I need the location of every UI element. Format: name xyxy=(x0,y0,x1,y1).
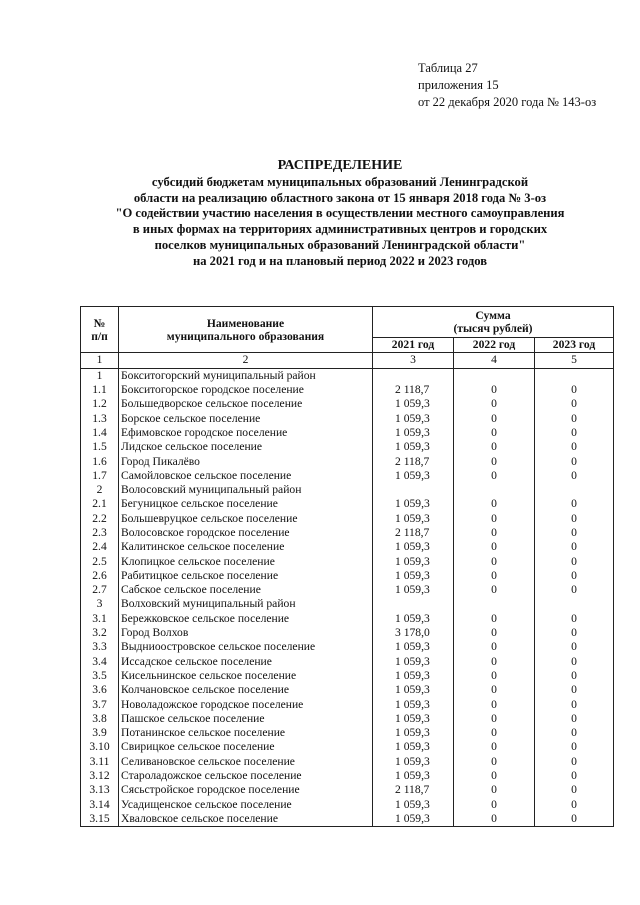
table-row xyxy=(81,540,614,554)
row-number: 3.3 xyxy=(81,640,119,654)
amount-2023: 0 xyxy=(535,640,614,654)
amount-2022: 0 xyxy=(454,440,535,454)
amount-2022: 0 xyxy=(454,512,535,526)
title-line: "О содействии участию населения в осуществлении местного самоуправления xyxy=(115,206,565,221)
table-row xyxy=(81,783,614,797)
amount-2023: 0 xyxy=(535,497,614,511)
table-row xyxy=(81,697,614,711)
title-line: поселков муниципальных образований Ленинградской области" xyxy=(154,237,526,252)
amount-2022: 0 xyxy=(454,626,535,640)
municipality-name: Бегуницкое сельское поселение xyxy=(119,497,373,511)
row-number: 3.9 xyxy=(81,726,119,740)
amount-2023: 0 xyxy=(535,683,614,697)
appendix-annex-number: приложения 15 xyxy=(418,78,499,92)
amount-2023: 0 xyxy=(535,798,614,812)
amount-2023: 0 xyxy=(535,512,614,526)
table-row xyxy=(81,383,614,397)
amount-2022: 0 xyxy=(454,411,535,425)
row-number: 2.2 xyxy=(81,512,119,526)
amount-2022: 0 xyxy=(454,469,535,483)
amount-2023: 0 xyxy=(535,554,614,568)
amount-2023: 0 xyxy=(535,469,614,483)
amount-2022: 0 xyxy=(454,783,535,797)
row-number: 1.3 xyxy=(81,411,119,425)
table-row xyxy=(81,740,614,754)
header-sum-label: Сумма (тысяч рублей) xyxy=(453,309,533,335)
appendix-reference xyxy=(418,60,596,111)
amount-2023: 0 xyxy=(535,426,614,440)
amount-2021: 1 059,3 xyxy=(373,612,454,626)
amount-2022: 0 xyxy=(454,612,535,626)
amount-2021: 1 059,3 xyxy=(373,769,454,783)
title-line: в иных формах на территориях административных центров и городских xyxy=(132,222,548,237)
row-number: 3.5 xyxy=(81,669,119,683)
row-number: 3.10 xyxy=(81,740,119,754)
municipality-name: Лидское сельское поселение xyxy=(119,440,373,454)
municipality-name: Пашское сельское поселение xyxy=(119,712,373,726)
table-row xyxy=(81,512,614,526)
row-number: 2 xyxy=(81,483,119,497)
municipality-name: Волховский муниципальный район xyxy=(119,597,373,611)
amount-2021: 1 059,3 xyxy=(373,583,454,597)
municipality-name: Большевруцкое сельское поселение xyxy=(119,512,373,526)
amount-2021: 2 118,7 xyxy=(373,526,454,540)
amount-2022: 0 xyxy=(454,769,535,783)
header-year-2023: 2023 год xyxy=(535,338,614,353)
municipality-name: Новоладожское городское поселение xyxy=(119,697,373,711)
row-number: 3.2 xyxy=(81,626,119,640)
row-number: 2.7 xyxy=(81,583,119,597)
amount-2023: 0 xyxy=(535,540,614,554)
amount-2022: 0 xyxy=(454,497,535,511)
amount-2023: 0 xyxy=(535,812,614,827)
municipality-name: Волосовский муниципальный район xyxy=(119,483,373,497)
municipality-name: Большедворское сельское поселение xyxy=(119,397,373,411)
municipality-name: Потанинское сельское поселение xyxy=(119,726,373,740)
row-number: 2.6 xyxy=(81,569,119,583)
amount-2023: 0 xyxy=(535,669,614,683)
amount-2021: 1 059,3 xyxy=(373,726,454,740)
header-number-label: № п/п xyxy=(91,316,108,343)
table-row xyxy=(81,683,614,697)
row-number: 1.6 xyxy=(81,454,119,468)
row-number: 3 xyxy=(81,597,119,611)
amount-2022: 0 xyxy=(454,798,535,812)
amount-2023: 0 xyxy=(535,712,614,726)
amount-2021: 1 059,3 xyxy=(373,697,454,711)
amount-2022 xyxy=(454,597,535,611)
municipality-name: Свирицкое сельское поселение xyxy=(119,740,373,754)
amount-2022: 0 xyxy=(454,726,535,740)
row-number: 3.13 xyxy=(81,783,119,797)
row-number: 3.14 xyxy=(81,798,119,812)
title-line: субсидий бюджетам муниципальных образований Ленинградской xyxy=(151,174,529,189)
header-name-label: Наименование муниципального образования xyxy=(166,316,325,343)
table-row xyxy=(81,597,614,611)
table-row xyxy=(81,769,614,783)
municipality-name: Иссадское сельское поселение xyxy=(119,655,373,669)
municipality-name: Кисельнинское сельское поселение xyxy=(119,669,373,683)
municipality-name: Волосовское городское поселение xyxy=(119,526,373,540)
row-number: 1.4 xyxy=(81,426,119,440)
amount-2023: 0 xyxy=(535,526,614,540)
amount-2021: 1 059,3 xyxy=(373,411,454,425)
amount-2021 xyxy=(373,597,454,611)
municipality-name: Усадищенское сельское поселение xyxy=(119,798,373,812)
table-row xyxy=(81,483,614,497)
amount-2022: 0 xyxy=(454,397,535,411)
column-number: 5 xyxy=(535,353,614,368)
column-number: 3 xyxy=(373,353,454,368)
amount-2021: 1 059,3 xyxy=(373,812,454,827)
municipality-name: Бокситогорский муниципальный район xyxy=(119,368,373,383)
appendix-table-number: Таблица 27 xyxy=(418,61,478,75)
row-number: 3.8 xyxy=(81,712,119,726)
column-number: 4 xyxy=(454,353,535,368)
amount-2021: 3 178,0 xyxy=(373,626,454,640)
municipality-name: Сясьстройское городское поселение xyxy=(119,783,373,797)
table-row xyxy=(81,411,614,425)
title-line: области на реализацию областного закона от 15 января 2018 года № 3-оз xyxy=(133,190,547,205)
amount-2021: 1 059,3 xyxy=(373,569,454,583)
municipality-name: Выдниоостровское сельское поселение xyxy=(119,640,373,654)
amount-2021: 1 059,3 xyxy=(373,469,454,483)
row-number: 3.6 xyxy=(81,683,119,697)
header-year-2022: 2022 год xyxy=(454,338,535,353)
amount-2023 xyxy=(535,483,614,497)
municipality-name: Староладожское сельское поселение xyxy=(119,769,373,783)
table-row xyxy=(81,583,614,597)
amount-2021: 1 059,3 xyxy=(373,497,454,511)
row-number: 1.7 xyxy=(81,469,119,483)
subsidy-table xyxy=(80,306,614,827)
document-title xyxy=(60,158,620,270)
row-number: 3.7 xyxy=(81,697,119,711)
amount-2022: 0 xyxy=(454,683,535,697)
header-year-2021: 2021 год xyxy=(373,338,454,353)
table-row xyxy=(81,469,614,483)
table-row xyxy=(81,569,614,583)
municipality-name: Селивановское сельское поселение xyxy=(119,755,373,769)
amount-2022: 0 xyxy=(454,669,535,683)
amount-2021: 1 059,3 xyxy=(373,640,454,654)
table-row xyxy=(81,712,614,726)
amount-2023: 0 xyxy=(535,783,614,797)
amount-2021: 1 059,3 xyxy=(373,683,454,697)
amount-2021: 1 059,3 xyxy=(373,755,454,769)
table-row xyxy=(81,454,614,468)
row-number: 3.4 xyxy=(81,655,119,669)
amount-2023 xyxy=(535,597,614,611)
amount-2023: 0 xyxy=(535,655,614,669)
amount-2022: 0 xyxy=(454,454,535,468)
amount-2023: 0 xyxy=(535,397,614,411)
amount-2021: 2 118,7 xyxy=(373,454,454,468)
table-row xyxy=(81,368,614,383)
amount-2023: 0 xyxy=(535,740,614,754)
amount-2023: 0 xyxy=(535,569,614,583)
amount-2023: 0 xyxy=(535,769,614,783)
table-row xyxy=(81,798,614,812)
appendix-law-date: от 22 декабря 2020 года № 143-оз xyxy=(418,95,597,109)
amount-2021: 1 059,3 xyxy=(373,669,454,683)
amount-2022: 0 xyxy=(454,383,535,397)
row-number: 3.15 xyxy=(81,812,119,827)
amount-2021: 2 118,7 xyxy=(373,783,454,797)
row-number: 1.2 xyxy=(81,397,119,411)
amount-2021: 1 059,3 xyxy=(373,798,454,812)
row-number: 3.11 xyxy=(81,755,119,769)
amount-2021: 1 059,3 xyxy=(373,655,454,669)
amount-2023: 0 xyxy=(535,626,614,640)
amount-2022: 0 xyxy=(454,755,535,769)
municipality-name: Самойловское сельское поселение xyxy=(119,469,373,483)
amount-2022: 0 xyxy=(454,554,535,568)
amount-2022: 0 xyxy=(454,526,535,540)
municipality-name: Сабское сельское поселение xyxy=(119,583,373,597)
amount-2022 xyxy=(454,483,535,497)
row-number: 2.5 xyxy=(81,554,119,568)
municipality-name: Борское сельское поселение xyxy=(119,411,373,425)
row-number: 3.12 xyxy=(81,769,119,783)
amount-2021: 1 059,3 xyxy=(373,554,454,568)
amount-2023 xyxy=(535,368,614,383)
row-number: 3.1 xyxy=(81,612,119,626)
amount-2023: 0 xyxy=(535,726,614,740)
municipality-name: Рабитицкое сельское поселение xyxy=(119,569,373,583)
amount-2021: 1 059,3 xyxy=(373,397,454,411)
amount-2022: 0 xyxy=(454,426,535,440)
municipality-name: Город Пикалёво xyxy=(119,454,373,468)
amount-2021: 1 059,3 xyxy=(373,426,454,440)
amount-2023: 0 xyxy=(535,612,614,626)
row-number: 2.1 xyxy=(81,497,119,511)
amount-2021: 1 059,3 xyxy=(373,512,454,526)
amount-2023: 0 xyxy=(535,755,614,769)
table-row xyxy=(81,426,614,440)
municipality-name: Бережковское сельское поселение xyxy=(119,612,373,626)
table-row xyxy=(81,554,614,568)
column-number: 1 xyxy=(81,353,119,368)
municipality-name: Калитинское сельское поселение xyxy=(119,540,373,554)
municipality-name: Ефимовское городское поселение xyxy=(119,426,373,440)
amount-2022 xyxy=(454,368,535,383)
amount-2021: 2 118,7 xyxy=(373,383,454,397)
table-row xyxy=(81,526,614,540)
row-number: 2.3 xyxy=(81,526,119,540)
table-body xyxy=(81,368,614,827)
amount-2022: 0 xyxy=(454,569,535,583)
amount-2021: 1 059,3 xyxy=(373,440,454,454)
amount-2022: 0 xyxy=(454,697,535,711)
amount-2023: 0 xyxy=(535,454,614,468)
title-heading: РАСПРЕДЕЛЕНИЕ xyxy=(277,158,403,173)
amount-2022: 0 xyxy=(454,712,535,726)
table-row xyxy=(81,640,614,654)
table-row xyxy=(81,726,614,740)
table-row xyxy=(81,812,614,827)
amount-2021 xyxy=(373,483,454,497)
amount-2022: 0 xyxy=(454,740,535,754)
row-number: 1.5 xyxy=(81,440,119,454)
amount-2021: 1 059,3 xyxy=(373,712,454,726)
municipality-name: Бокситогорское городское поселение xyxy=(119,383,373,397)
table-row xyxy=(81,755,614,769)
table-row xyxy=(81,440,614,454)
amount-2022: 0 xyxy=(454,583,535,597)
table-row xyxy=(81,669,614,683)
amount-2023: 0 xyxy=(535,411,614,425)
amount-2023: 0 xyxy=(535,383,614,397)
municipality-name: Клопицкое сельское поселение xyxy=(119,554,373,568)
table-row xyxy=(81,655,614,669)
amount-2022: 0 xyxy=(454,812,535,827)
amount-2022: 0 xyxy=(454,540,535,554)
amount-2023: 0 xyxy=(535,440,614,454)
header-number xyxy=(81,307,119,353)
amount-2021: 1 059,3 xyxy=(373,740,454,754)
column-number: 2 xyxy=(119,353,373,368)
row-number: 2.4 xyxy=(81,540,119,554)
amount-2023: 0 xyxy=(535,697,614,711)
amount-2021 xyxy=(373,368,454,383)
table-row xyxy=(81,397,614,411)
amount-2023: 0 xyxy=(535,583,614,597)
amount-2021: 1 059,3 xyxy=(373,540,454,554)
header-sum xyxy=(373,307,614,338)
row-number: 1 xyxy=(81,368,119,383)
municipality-name: Город Волхов xyxy=(119,626,373,640)
amount-2022: 0 xyxy=(454,640,535,654)
amount-2022: 0 xyxy=(454,655,535,669)
municipality-name: Хваловское сельское поселение xyxy=(119,812,373,827)
table-row xyxy=(81,497,614,511)
table-row xyxy=(81,626,614,640)
table-row xyxy=(81,612,614,626)
row-number: 1.1 xyxy=(81,383,119,397)
municipality-name: Колчановское сельское поселение xyxy=(119,683,373,697)
title-line: на 2021 год и на плановый период 2022 и 2023 годов xyxy=(192,253,488,268)
header-name xyxy=(119,307,373,353)
